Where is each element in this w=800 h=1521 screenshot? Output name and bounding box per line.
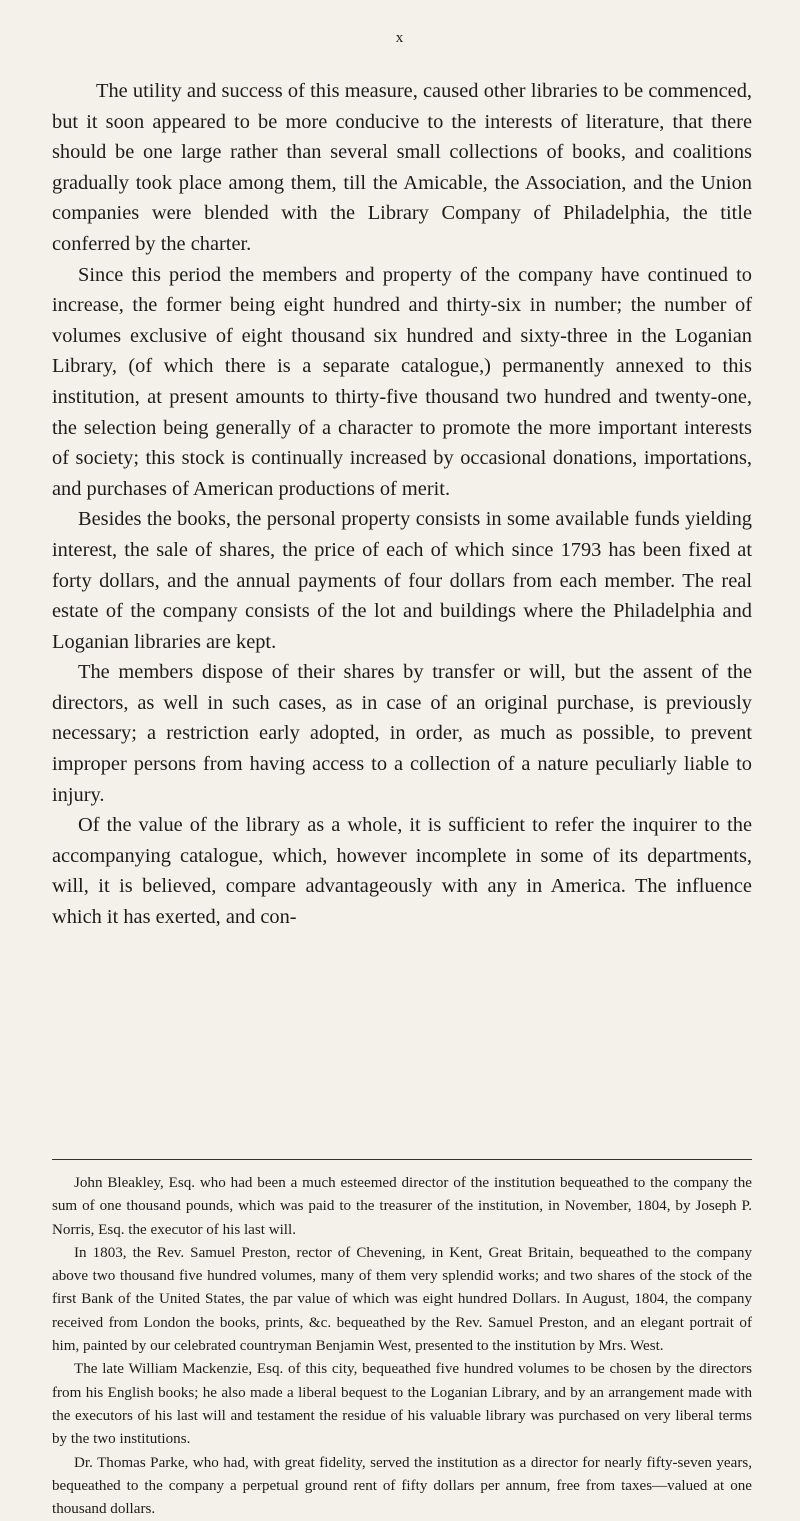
- footnotes: [52, 1172, 752, 1521]
- footnote-4: Dr. Thomas Parke, who had, with great fidelity, served the institution as a director for nearly fifty-seven years, bequeathed to the company a perpetual ground rent of fifty dollars per annum, free from taxes—valued at one thousand dollars.: [52, 1454, 752, 1518]
- main-text: [52, 76, 752, 933]
- page-number: x: [395, 30, 405, 46]
- body-paragraph-5: Of the value of the library as a whole, it is sufficient to refer the inquirer to the accompanying catalogue, which, however incomplete in some of its departments, will, it is believed, compare advantageously with any in America. The influence which it has exerted, and con-: [52, 814, 752, 929]
- body-paragraph-2: Since this period the members and property of the company have continued to increase, the former being eight hundred and thirty-six in number; the number of volumes exclusive of eight thousand six hundred and sixty-three in the Loganian Library, (of which there is a separate catalogue,) permanently annexed to this institution, at present amounts to thirty-five thousand two hundred and twenty-one, the selection being generally of a character to promote the more important interests of society; this stock is continually increased by occasional donations, importations, and purchases of American productions of merit.: [52, 263, 752, 500]
- footnote-3: The late William Mackenzie, Esq. of this city, bequeathed five hundred volumes to be chosen by the directors from his English books; he also made a liberal bequest to the Loganian Library, and by an arrangement made with the executors of his last will and testament the residue of his valuable library was purchased on very liberal terms by the two institutions.: [52, 1361, 752, 1448]
- body-paragraph-3: Besides the books, the personal property consists in some available funds yielding interest, the sale of shares, the price of each of which since 1793 has been fixed at forty dollars, and the annual payments of four dollars from each member. The real estate of the company consists of the lot and buildings where the Philadelphia and Loganian libraries are kept.: [52, 508, 752, 653]
- footnote-2: In 1803, the Rev. Samuel Preston, rector of Chevening, in Kent, Great Britain, bequeathed to the company above two thousand five hundred volumes, many of them very splendid works; and two shares of the stock of the first Bank of the United States, the par value of which was eight hundred Dollars. In August, 1804, the company received from London the books, prints, &c. bequeathed by the Rev. Samuel Preston, and an elegant portrait of him, painted by our celebrated countryman Benjamin West, presented to the institution by Mrs. West.: [52, 1244, 752, 1355]
- footnote-divider: [52, 1159, 752, 1160]
- body-paragraph-1: The utility and success of this measure, caused other libraries to be commenced, but it soon appeared to be more conducive to the interests of literature, that there should be one large rather than several small collections of books, and coalitions gradually took place among them, till the Amicable, the Association, and the Union companies were blended with the Library Company of Philadelphia, the title conferred by the charter.: [52, 80, 752, 255]
- footnote-1: John Bleakley, Esq. who had been a much esteemed director of the institution bequeathed to the company the sum of one thousand pounds, which was paid to the treasurer of the institution, in November, 1804, by Joseph P. Norris, Esq. the executor of his last will.: [52, 1175, 752, 1238]
- body-paragraph-4: The members dispose of their shares by transfer or will, but the assent of the directors, as well in such cases, as in case of an original purchase, is previously necessary; a restriction early adopted, in order, as much as possible, to prevent improper persons from having access to a collection of a nature peculiarly liable to injury.: [52, 661, 752, 806]
